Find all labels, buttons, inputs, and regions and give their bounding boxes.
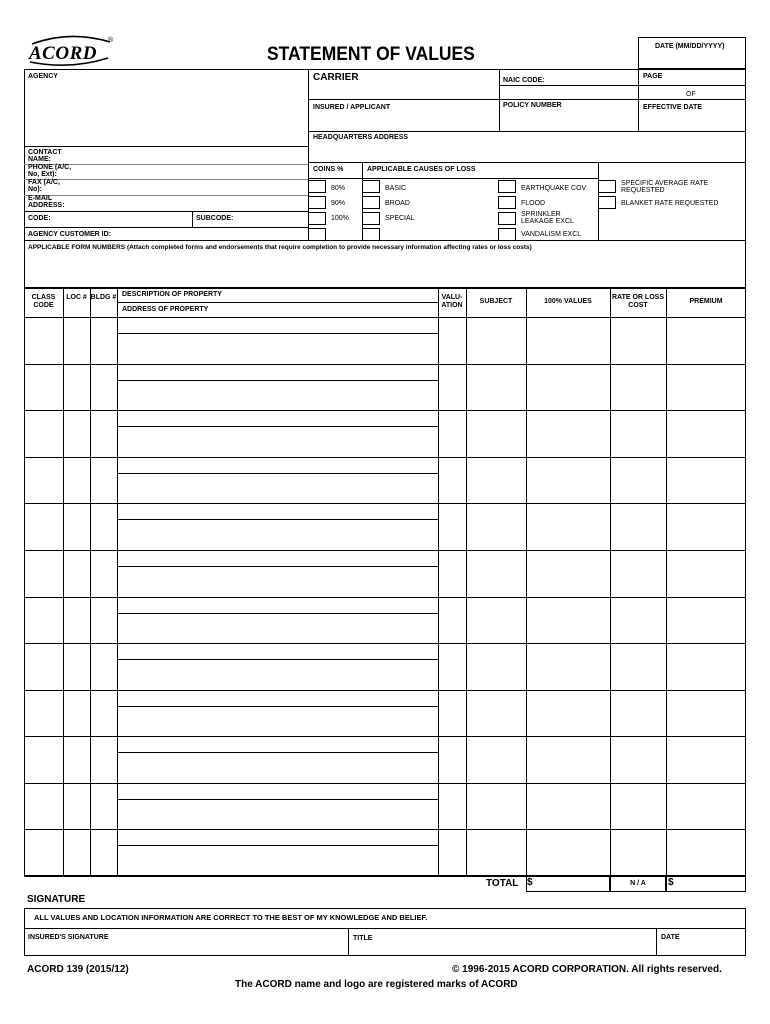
policy-number-label: POLICY NUMBER: [503, 102, 562, 109]
values-field[interactable]: [527, 830, 610, 876]
bldg-field[interactable]: [91, 691, 117, 737]
values-field[interactable]: [527, 551, 610, 597]
bldg-field[interactable]: [91, 458, 117, 504]
bldg-field[interactable]: [91, 551, 117, 597]
agency-customer-id-label: AGENCY CUSTOMER ID:: [28, 231, 111, 238]
bldg-field[interactable]: [91, 318, 117, 364]
address-field[interactable]: [118, 707, 437, 737]
naic-code-label: NAIC CODE:: [503, 77, 545, 84]
premium-field[interactable]: [667, 644, 746, 690]
broad-label: BROAD: [385, 200, 410, 207]
premium-field[interactable]: [667, 691, 746, 737]
valuation-field[interactable]: [439, 598, 466, 644]
description-field[interactable]: [118, 737, 437, 752]
class-code-field[interactable]: [25, 598, 63, 644]
class-code-field[interactable]: [25, 411, 63, 457]
valuation-field[interactable]: [439, 504, 466, 550]
coins-blank-checkbox[interactable]: [308, 228, 326, 241]
class-code-field[interactable]: [25, 318, 63, 364]
applicable-forms-label: APPLICABLE FORM NUMBERS (Attach completed forms and endorsements that require completion to provide necessary information affecting rates or loss costs): [28, 244, 532, 251]
description-field[interactable]: [118, 411, 437, 426]
headquarters-address-label: HEADQUARTERS ADDRESS: [313, 134, 409, 141]
insured-signature-label: INSURED'S SIGNATURE: [28, 934, 109, 941]
rate-field[interactable]: [611, 318, 666, 364]
rate-field[interactable]: [611, 830, 666, 876]
valuation-field[interactable]: [439, 644, 466, 690]
subject-field[interactable]: [467, 318, 526, 364]
total-dollar: $: [527, 877, 533, 888]
valuation-field[interactable]: [439, 737, 466, 783]
valuation-field[interactable]: [439, 411, 466, 457]
address-field[interactable]: [118, 381, 437, 411]
values-field[interactable]: [527, 411, 610, 457]
premium-field[interactable]: [667, 598, 746, 644]
subject-field[interactable]: [467, 598, 526, 644]
address-field[interactable]: [118, 614, 437, 644]
loc-field[interactable]: [64, 830, 90, 876]
col-rate-loss-cost: RATE OR LOSS COST: [612, 294, 664, 309]
page-label: PAGE: [643, 73, 663, 80]
special-checkbox[interactable]: [362, 212, 380, 225]
bldg-field[interactable]: [91, 644, 117, 690]
rate-field[interactable]: [611, 551, 666, 597]
valuation-field[interactable]: [439, 551, 466, 597]
col-description: DESCRIPTION OF PROPERTY: [122, 291, 222, 298]
loc-field[interactable]: [64, 458, 90, 504]
agency-field[interactable]: [25, 82, 307, 146]
causes-of-loss-label: APPLICABLE CAUSES OF LOSS: [367, 166, 476, 173]
bldg-field[interactable]: [91, 830, 117, 876]
coins-100-label: 100%: [331, 215, 349, 222]
rate-field[interactable]: [611, 458, 666, 504]
rate-field[interactable]: [611, 365, 666, 411]
coins-label: COINS %: [313, 166, 344, 173]
premium-field[interactable]: [667, 737, 746, 783]
coins-90-label: 90%: [331, 200, 346, 207]
premium-field[interactable]: [667, 830, 746, 876]
page-title: STATEMENT OF VALUES: [267, 44, 475, 65]
loc-field[interactable]: [64, 598, 90, 644]
bldg-field[interactable]: [91, 784, 117, 830]
values-field[interactable]: [527, 458, 610, 504]
coins-80-checkbox[interactable]: [308, 180, 326, 193]
valuation-field[interactable]: [439, 458, 466, 504]
loc-field[interactable]: [64, 644, 90, 690]
values-field[interactable]: [527, 644, 610, 690]
bldg-field[interactable]: [91, 598, 117, 644]
class-code-field[interactable]: [25, 737, 63, 783]
description-field[interactable]: [118, 458, 437, 473]
special-label: SPECIAL: [385, 215, 415, 222]
col-loc: LOC #: [66, 294, 87, 301]
logo-text: ACORD: [29, 43, 97, 64]
basic-label: BASIC: [385, 185, 407, 192]
class-code-field[interactable]: [25, 830, 63, 876]
valuation-field[interactable]: [439, 691, 466, 737]
description-field[interactable]: [118, 644, 437, 659]
sprinkler-checkbox[interactable]: [498, 212, 516, 225]
rate-field[interactable]: [611, 737, 666, 783]
registered-marks: The ACORD name and logo are registered marks of ACORD: [235, 979, 518, 990]
blanket-rate-label: BLANKET RATE REQUESTED: [621, 200, 719, 207]
date-signature-label: DATE: [661, 934, 680, 941]
subject-field[interactable]: [467, 644, 526, 690]
loc-field[interactable]: [64, 365, 90, 411]
col-valuation: VALU- ATION: [441, 294, 463, 309]
email-label: E-MAIL ADDRESS:: [28, 195, 65, 209]
col-address: ADDRESS OF PROPERTY: [122, 306, 209, 313]
title-label: TITLE: [353, 935, 373, 942]
of-label: OF: [686, 91, 696, 98]
valuation-field[interactable]: [439, 784, 466, 830]
loc-field[interactable]: [64, 551, 90, 597]
valuation-field[interactable]: [439, 318, 466, 364]
sprinkler-label: SPRINKLER LEAKAGE EXCL: [521, 211, 574, 225]
date-field[interactable]: [638, 37, 746, 69]
subject-field[interactable]: [467, 551, 526, 597]
address-field[interactable]: [118, 846, 437, 876]
loc-field[interactable]: [64, 504, 90, 550]
flood-checkbox[interactable]: [498, 196, 516, 209]
class-code-field[interactable]: [25, 504, 63, 550]
premium-field[interactable]: [667, 504, 746, 550]
subject-field[interactable]: [467, 411, 526, 457]
subject-field[interactable]: [467, 737, 526, 783]
total-na: N / A: [630, 880, 646, 887]
col-100-values: 100% VALUES: [544, 298, 592, 305]
description-field[interactable]: [118, 504, 437, 519]
class-code-field[interactable]: [25, 551, 63, 597]
rate-field[interactable]: [611, 598, 666, 644]
premium-field[interactable]: [667, 411, 746, 457]
rate-field[interactable]: [611, 504, 666, 550]
flood-label: FLOOD: [521, 200, 546, 207]
vandalism-checkbox[interactable]: [498, 228, 516, 241]
total-premium-dollar: $: [668, 877, 674, 888]
subject-field[interactable]: [467, 691, 526, 737]
coins-90-checkbox[interactable]: [308, 196, 326, 209]
premium-field[interactable]: [667, 318, 746, 364]
address-field[interactable]: [118, 474, 437, 504]
acord-logo: [24, 34, 116, 68]
address-field[interactable]: [118, 753, 437, 783]
values-field[interactable]: [527, 318, 610, 364]
subject-field[interactable]: [467, 458, 526, 504]
copyright: © 1996-2015 ACORD CORPORATION. All rights reserved.: [452, 964, 722, 975]
description-field[interactable]: [118, 691, 437, 706]
description-field[interactable]: [118, 551, 437, 566]
class-code-field[interactable]: [25, 365, 63, 411]
address-field[interactable]: [118, 660, 437, 690]
class-code-field[interactable]: [25, 691, 63, 737]
address-field[interactable]: [118, 334, 437, 364]
values-field[interactable]: [527, 737, 610, 783]
description-field[interactable]: [118, 830, 437, 845]
col-bldg: BLDG #: [90, 294, 117, 301]
blanket-rate-checkbox[interactable]: [598, 196, 616, 209]
logo-registered-mark: ®: [108, 37, 114, 44]
col-subject: SUBJECT: [479, 298, 513, 305]
effective-date-label: EFFECTIVE DATE: [643, 104, 702, 111]
description-field[interactable]: [118, 598, 437, 613]
valuation-field[interactable]: [439, 830, 466, 876]
description-field[interactable]: [118, 318, 437, 333]
coins-100-checkbox[interactable]: [308, 212, 326, 225]
loc-field[interactable]: [64, 737, 90, 783]
values-field[interactable]: [527, 365, 610, 411]
class-code-field[interactable]: [25, 644, 63, 690]
description-field[interactable]: [118, 784, 437, 799]
date-label: DATE (MM/DD/YYYY): [655, 43, 725, 50]
date-signature-field[interactable]: [657, 929, 745, 955]
loc-field[interactable]: [64, 691, 90, 737]
premium-field[interactable]: [667, 784, 746, 830]
subcode-label: SUBCODE:: [196, 215, 234, 222]
valuation-field[interactable]: [439, 365, 466, 411]
address-field[interactable]: [118, 567, 437, 597]
address-field[interactable]: [118, 800, 437, 830]
rate-field[interactable]: [611, 411, 666, 457]
vandalism-label: VANDALISM EXCL: [521, 231, 582, 238]
values-field[interactable]: [527, 691, 610, 737]
specific-rate-checkbox[interactable]: [598, 180, 616, 193]
premium-field[interactable]: [667, 551, 746, 597]
total-values-field[interactable]: [526, 876, 610, 892]
bldg-field[interactable]: [91, 365, 117, 411]
basic-checkbox[interactable]: [362, 180, 380, 193]
bldg-field[interactable]: [91, 411, 117, 457]
premium-field[interactable]: [667, 458, 746, 504]
code-label: CODE:: [28, 215, 51, 222]
fax-label: FAX (A/C, No):: [28, 179, 60, 193]
earthquake-checkbox[interactable]: [498, 180, 516, 193]
address-field[interactable]: [118, 427, 437, 457]
values-field[interactable]: [527, 598, 610, 644]
contact-name-label: CONTACT NAME:: [28, 149, 62, 163]
agency-label: AGENCY: [28, 73, 58, 80]
signature-statement: ALL VALUES AND LOCATION INFORMATION ARE CORRECT TO THE BEST OF MY KNOWLEDGE AND BELIEF.: [34, 913, 428, 922]
col-premium: PREMIUM: [689, 298, 723, 305]
total-premium-field[interactable]: [666, 876, 746, 892]
bldg-field[interactable]: [91, 737, 117, 783]
values-field[interactable]: [527, 784, 610, 830]
subject-field[interactable]: [467, 365, 526, 411]
loc-field[interactable]: [64, 784, 90, 830]
signature-heading: SIGNATURE: [27, 894, 86, 905]
class-code-field[interactable]: [25, 784, 63, 830]
subject-field[interactable]: [467, 504, 526, 550]
earthquake-label: EARTHQUAKE COV: [521, 185, 587, 192]
cause-blank-checkbox[interactable]: [362, 228, 380, 241]
phone-label: PHONE (A/C, No, Ext):: [28, 164, 72, 178]
insured-signature-field[interactable]: [25, 929, 347, 955]
carrier-label: CARRIER: [313, 72, 359, 83]
form-id: ACORD 139 (2015/12): [27, 964, 129, 975]
rate-field[interactable]: [611, 644, 666, 690]
subject-field[interactable]: [467, 830, 526, 876]
rate-field[interactable]: [611, 784, 666, 830]
coins-80-label: 80%: [331, 185, 346, 192]
col-class-code: CLASS CODE: [31, 294, 56, 309]
loc-field[interactable]: [64, 411, 90, 457]
title-field[interactable]: [349, 929, 655, 955]
address-field[interactable]: [118, 520, 437, 550]
description-field[interactable]: [118, 365, 437, 380]
specific-rate-label: SPECIFIC AVERAGE RATE REQUESTED: [621, 180, 709, 194]
total-label: TOTAL: [486, 878, 519, 889]
broad-checkbox[interactable]: [362, 196, 380, 209]
insured-applicant-label: INSURED / APPLICANT: [313, 104, 391, 111]
rate-field[interactable]: [611, 691, 666, 737]
loc-field[interactable]: [64, 318, 90, 364]
premium-field[interactable]: [667, 365, 746, 411]
bldg-field[interactable]: [91, 504, 117, 550]
class-code-field[interactable]: [25, 458, 63, 504]
subject-field[interactable]: [467, 784, 526, 830]
values-field[interactable]: [527, 504, 610, 550]
